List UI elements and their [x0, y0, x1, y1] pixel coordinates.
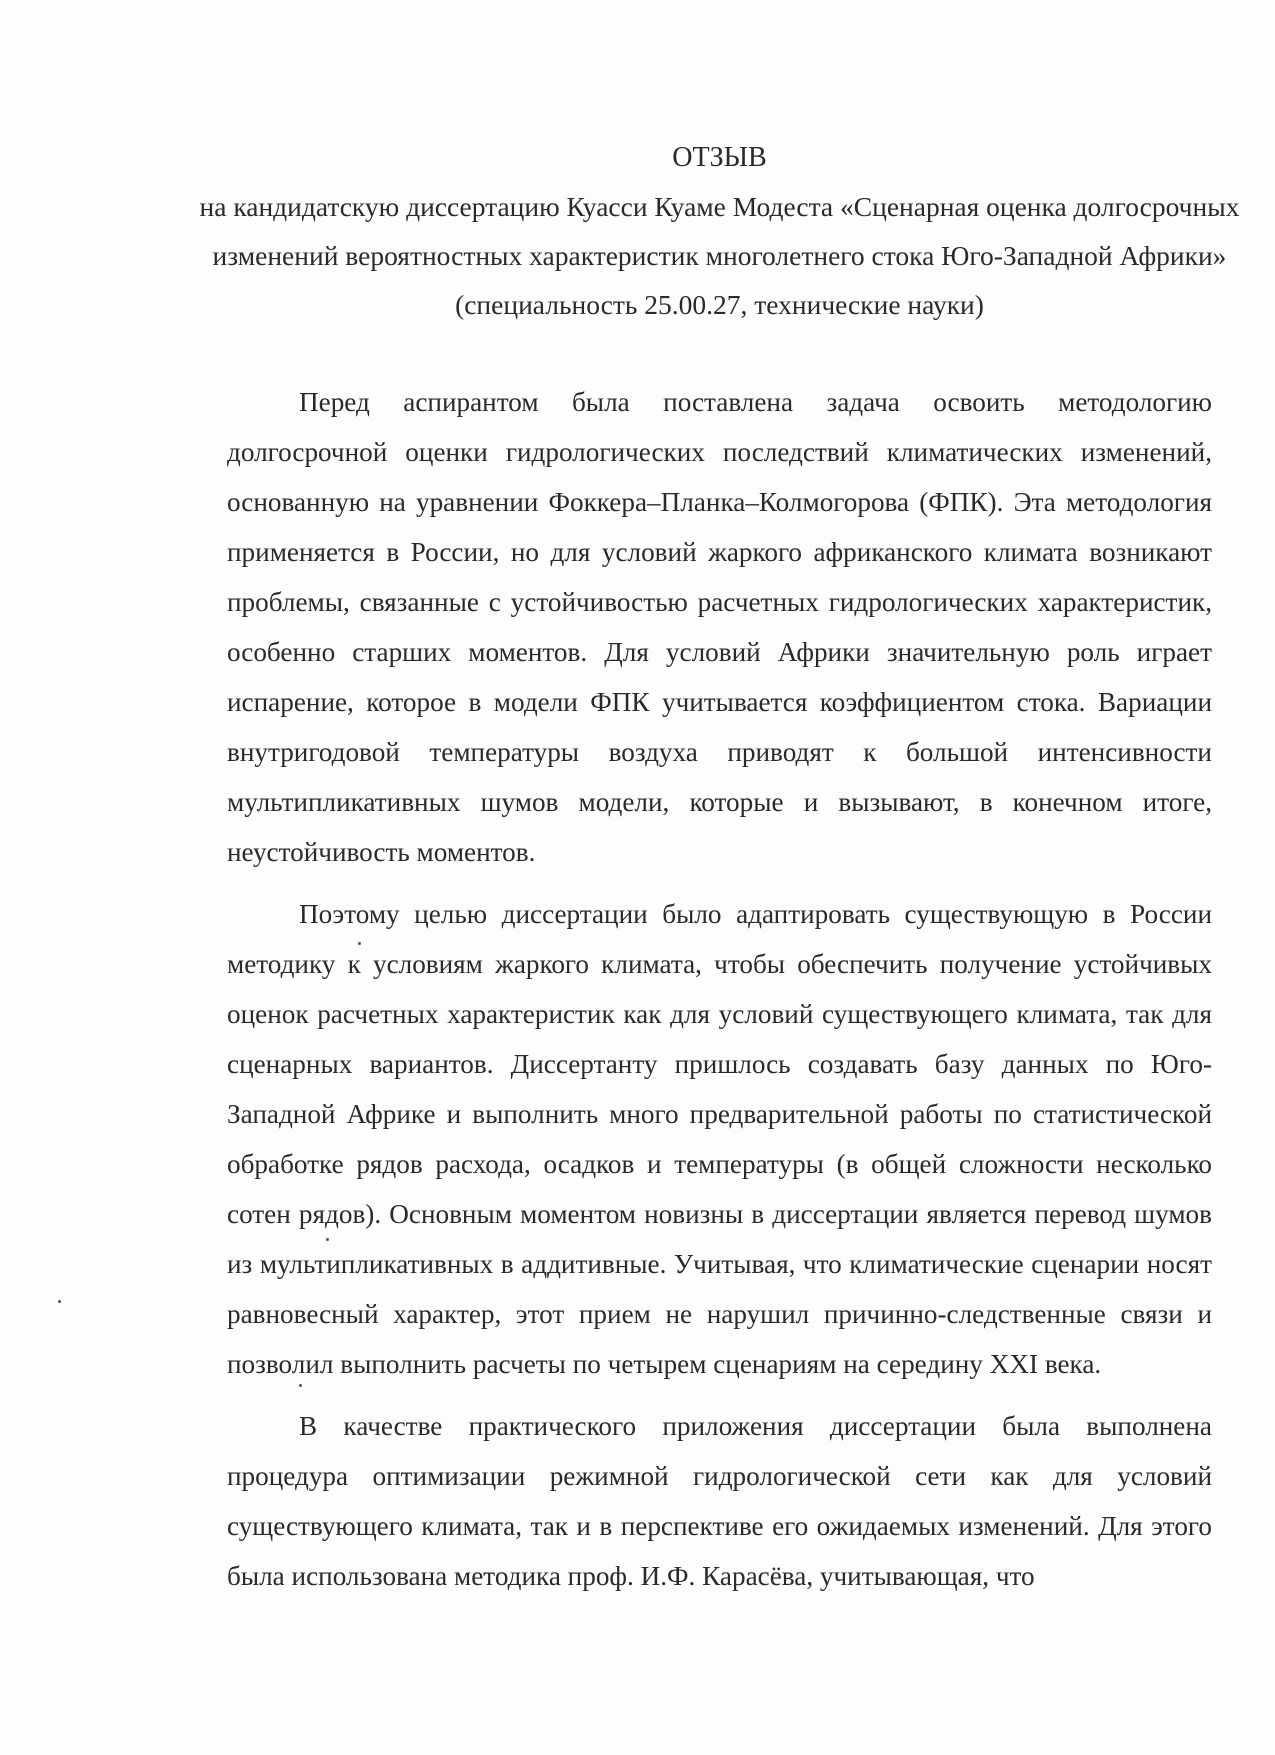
paragraph-3: В качестве практического приложения диссертации была выполнена процедура оптимизации режимной гидрологической сети как для условий существующего климата, так и в перспективе его ожидаемых изменений. Для этого была использована методика проф. И.Ф. Карасёва, учитывающая, что	[227, 1411, 1212, 1591]
document-body	[199, 134, 1240, 1613]
document-paragraphs	[227, 377, 1212, 1601]
paragraph-1: Перед аспирантом была поставлена задача освоить методологию долгосрочной оценки гидрологических последствий климатических изменений, основанную на уравнении Фоккера–Планка–Колмогорова (ФПК). Эта методология применяется в России, но для условий жаркого африканского климата возникают проблемы, связанные с устойчивостью расчетных гидрологических характеристик, особенно старших моментов. Для условий Африки значительную роль играет испарение, которое в модели ФПК учитывается коэффициентом стока. Вариации внутригодовой температуры воздуха приводят к большой интенсивности мультипликативных шумов модели, которые и вызывают, в конечном итоге, неустойчивость моментов.	[227, 387, 1212, 867]
document-subtitle: на кандидатскую диссертацию Куасси Куаме Модеста «Сценарная оценка долгосрочных изменений вероятностных характеристик многолетнего стока Юго-Западной Африки» (специальность 25.00.27, технические науки)	[199, 191, 1240, 320]
scan-speck	[358, 942, 361, 945]
scan-speck	[299, 1384, 302, 1387]
scan-speck	[58, 1300, 61, 1303]
document-title: ОТЗЫВ	[672, 142, 767, 173]
paragraph-2: Поэтому целью диссертации было адаптировать существующую в России методику к условиям жаркого климата, чтобы обеспечить получение устойчивых оценок расчетных характеристик как для условий существующего климата, так для сценарных вариантов. Диссертанту пришлось создавать базу данных по Юго-Западной Африке и выполнить много предварительной работы по статистической обработке рядов расхода, осадков и температуры (в общей сложности несколько сотен рядов). Основным моментом новизны в диссертации является перевод шумов из мультипликативных в аддитивные. Учитывая, что климатические сценарии носят равновесный характер, этот прием не нарушил причинно-следственные связи и позволил выполнить расчеты по четырем сценариям на середину XXI века.	[227, 899, 1212, 1379]
scan-speck	[326, 1238, 329, 1241]
